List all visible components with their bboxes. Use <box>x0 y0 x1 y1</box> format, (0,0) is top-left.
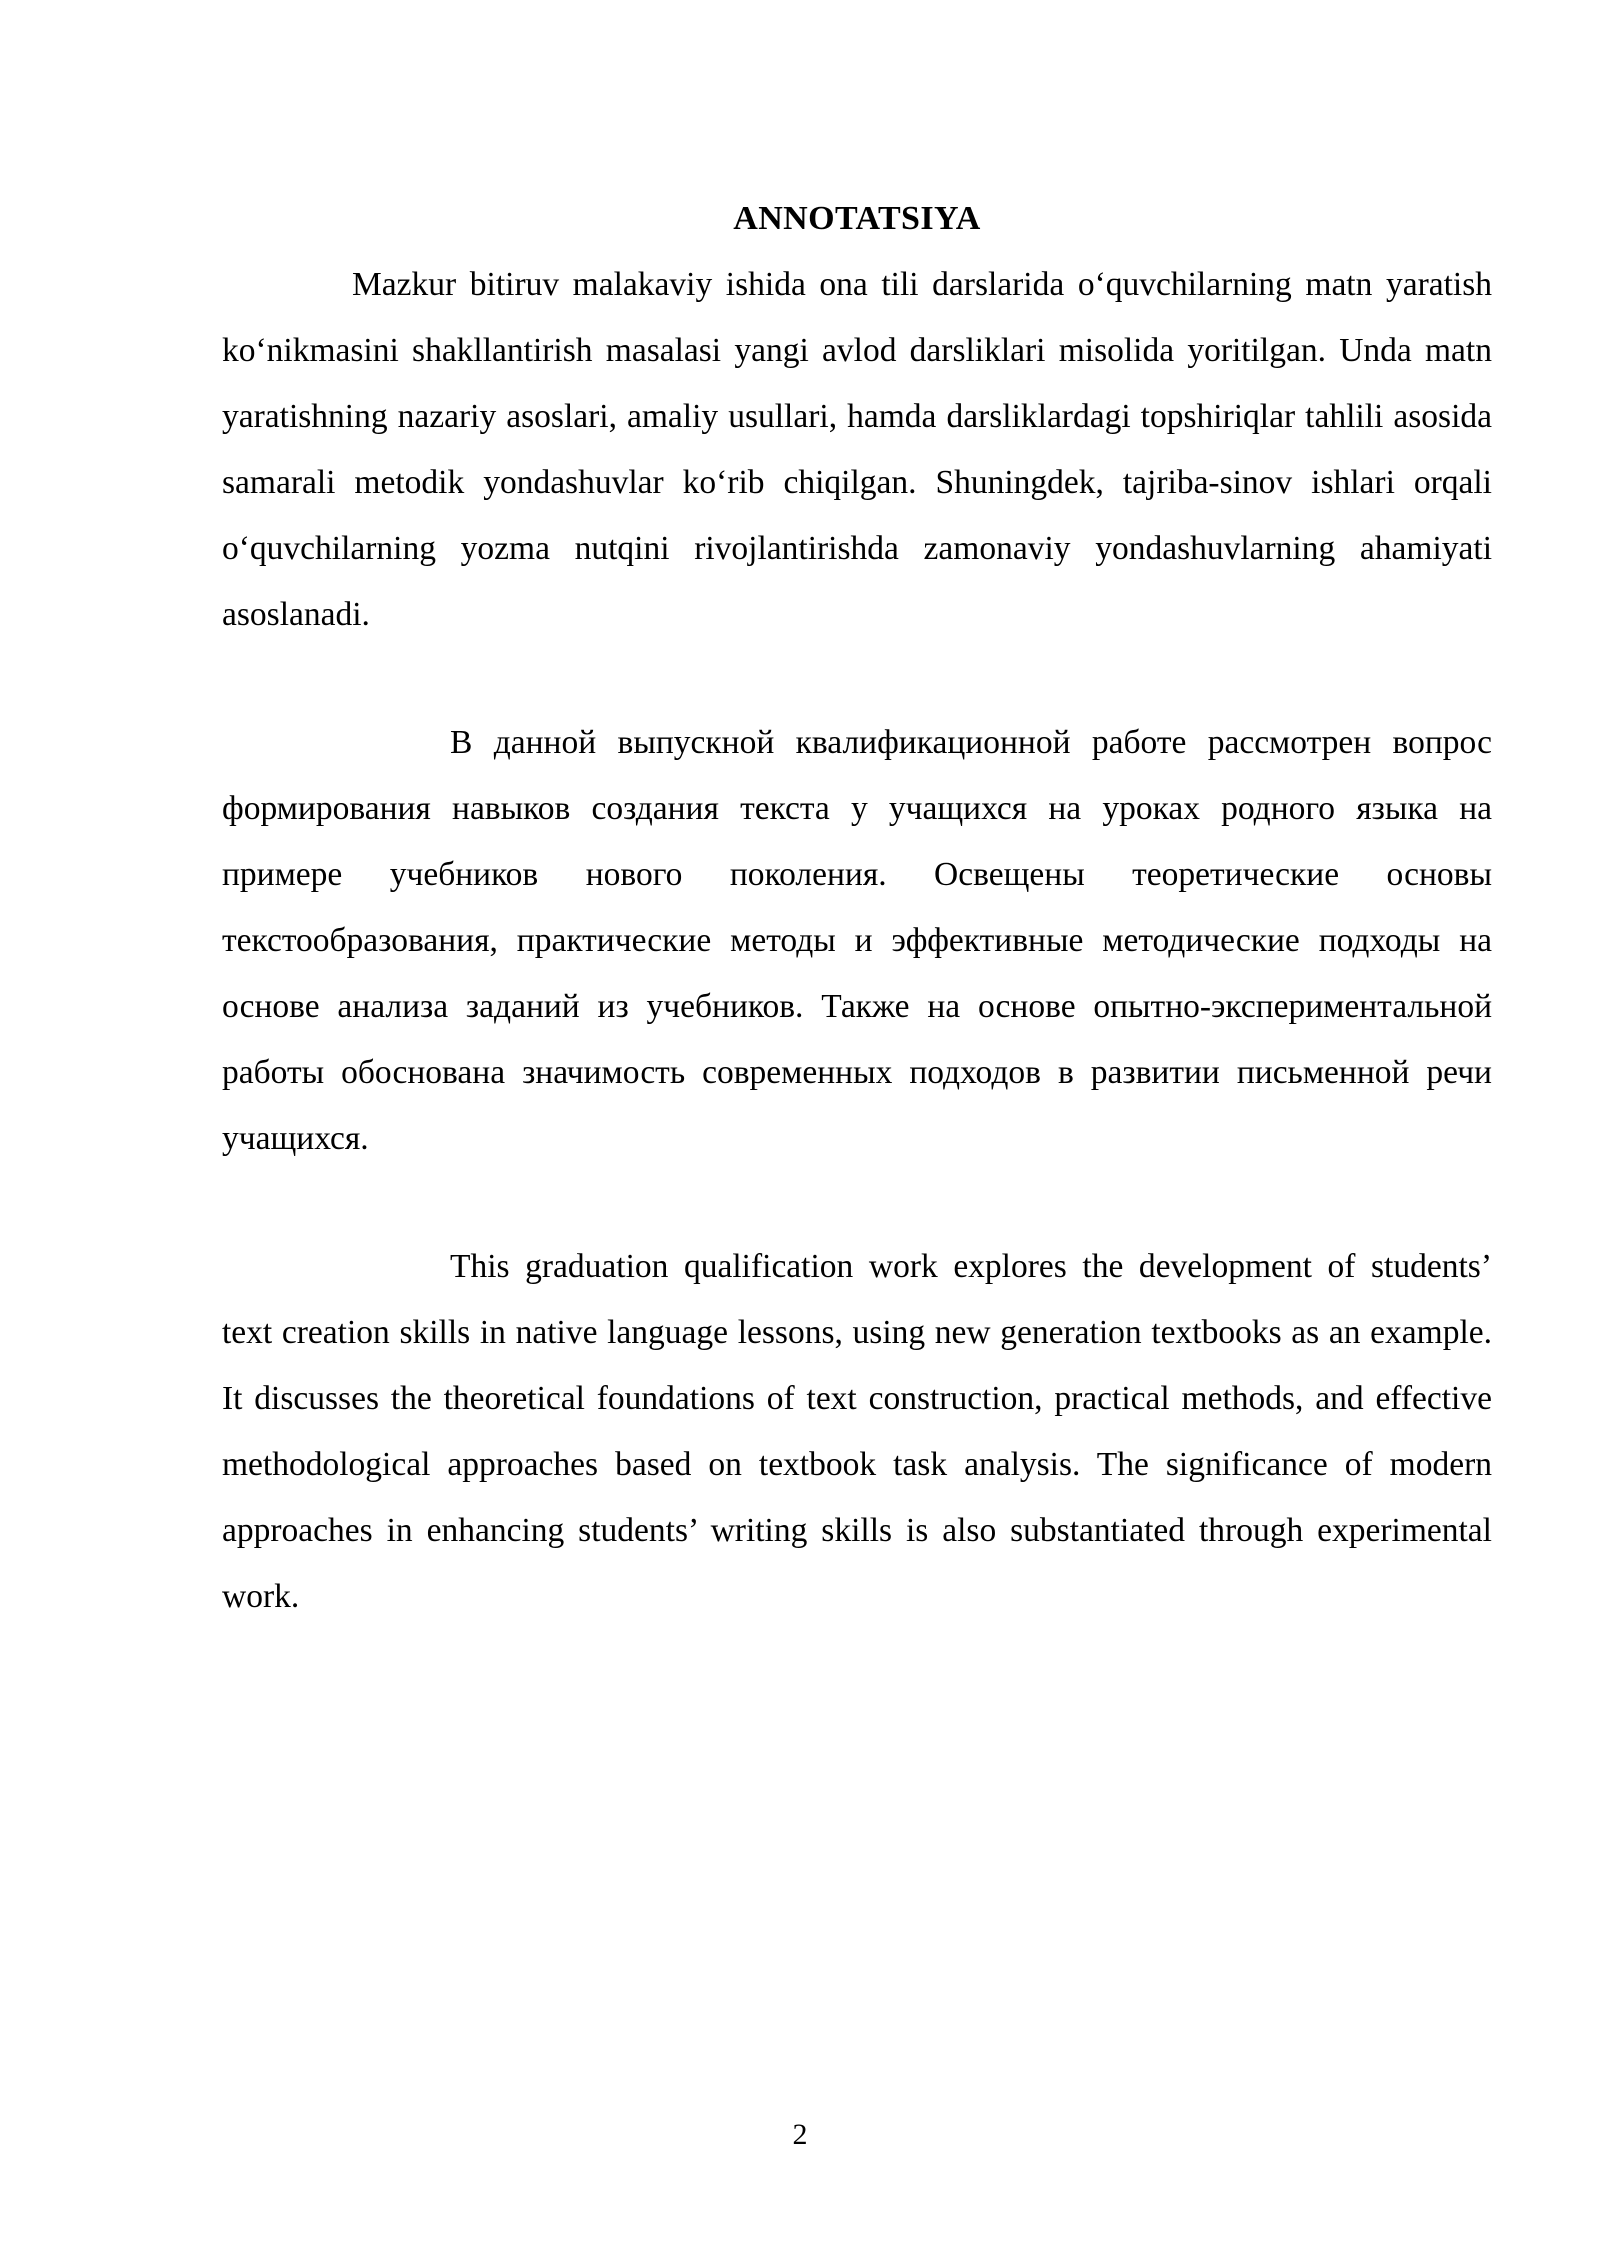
page-content <box>222 196 1492 1630</box>
annotation-paragraph-uzbek: Mazkur bitiruv malakaviy ishida ona tili darslarida oʻquvchilarning matn yaratish koʻnikmasini shakllantirish masalasi yangi avlod darsliklari misolida yoritilgan. Unda matn yaratishning nazariy asoslari, amaliy usullari, hamda darsliklardagi topshiriqlar tahlili asosida samarali metodik yondashuvlar koʻrib chiqilgan. Shuningdek, tajriba-sinov ishlari orqali oʻquvchilarning yozma nutqini rivojlantirishda zamonaviy yondashuvlarning ahamiyati asoslanadi. <box>222 265 1492 633</box>
page-title: ANNOTATSIYA <box>733 200 981 237</box>
annotation-paragraph-russian: В данной выпускной квалификационной работе рассмотрен вопрос формирования навыков создания текста у учащихся на уроках родного языка на примере учебников нового поколения. Освещены теоретические основы текстообразования, практические методы и эффективные методические подходы на основе анализа заданий из учебников. Также на основе опытно-экспериментальной работы обоснована значимость современных подходов в развитии письменной речи учащихся. <box>222 723 1492 1157</box>
page-number: 2 <box>792 2118 808 2151</box>
annotation-paragraph-english: This graduation qualification work explores the development of students’ text creation skills in native language lessons, using new generation textbooks as an example. It discusses the theoretical foundations of text construction, practical methods, and effective methodological approaches based on textbook task analysis. The significance of modern approaches in enhancing students’ writing skills is also substantiated through experimental work. <box>222 1247 1492 1615</box>
